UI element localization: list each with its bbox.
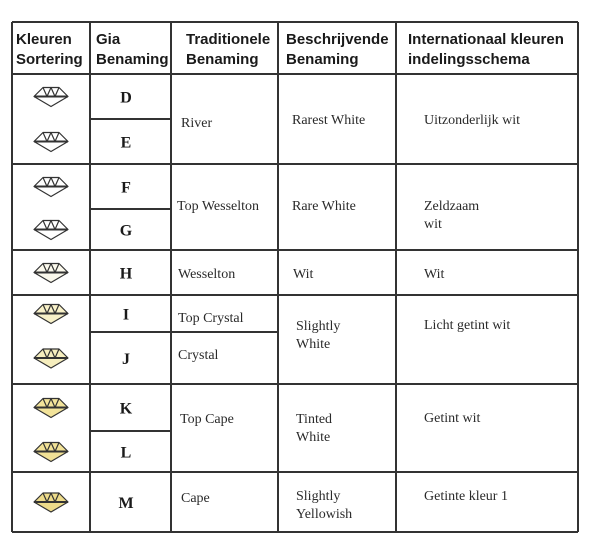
table-header-row — [16, 31, 564, 68]
descriptive-name — [292, 199, 356, 214]
traditional-name: Top Cape — [180, 412, 234, 427]
descriptive-name — [296, 412, 332, 445]
column-header-line: Kleuren — [16, 31, 72, 48]
column-header-line: Traditionele — [186, 31, 271, 48]
traditional-name: Top Wesselton — [177, 199, 260, 214]
column-header-line: Sortering — [16, 51, 83, 68]
descriptive-name-line: Rarest White — [292, 113, 366, 128]
international-scheme-line: wit — [424, 217, 442, 232]
column-header-1 — [16, 31, 83, 68]
descriptive-name-column — [292, 113, 365, 522]
color-sorting-column — [34, 88, 68, 513]
column-header-line: Benaming — [96, 51, 169, 68]
descriptive-name-line: Yellowish — [296, 507, 353, 522]
descriptive-name — [296, 489, 352, 522]
descriptive-name-line: Tinted — [296, 412, 333, 427]
traditional-name: Crystal — [178, 348, 219, 363]
column-header-line: Beschrijvende — [286, 31, 389, 48]
international-scheme-line: Wit — [424, 267, 445, 282]
international-scheme-column — [424, 113, 520, 504]
international-scheme — [424, 199, 479, 232]
traditional-name: Cape — [181, 491, 210, 506]
descriptive-name-line: White — [296, 337, 331, 352]
descriptive-name — [293, 267, 314, 282]
column-header-2 — [96, 31, 169, 68]
diamond-icon — [34, 493, 68, 512]
column-header-4 — [286, 31, 389, 68]
descriptive-name — [292, 113, 365, 128]
traditional-name-column — [177, 116, 259, 506]
traditional-name: River — [181, 116, 213, 131]
diamond-icon — [34, 443, 68, 462]
diamond-icon — [34, 133, 68, 152]
column-header-line: Benaming — [186, 51, 259, 68]
international-scheme — [424, 267, 445, 282]
column-header-3 — [186, 31, 270, 68]
gia-grade: L — [120, 444, 132, 462]
international-scheme-line: Getint wit — [424, 411, 481, 426]
gia-grade: E — [120, 134, 132, 152]
gia-grade: G — [119, 222, 133, 240]
gia-grade: K — [119, 400, 133, 418]
gia-grade: I — [122, 306, 130, 324]
international-scheme-line: Zeldzaam — [424, 199, 480, 214]
diamond-icon — [34, 264, 68, 283]
gia-grade-column — [118, 90, 133, 513]
gia-grade: M — [118, 495, 134, 512]
diamond-icon — [34, 88, 68, 107]
diamond-icon — [34, 305, 68, 324]
descriptive-name-line: Wit — [293, 267, 314, 282]
descriptive-name-line: Slightly — [296, 319, 341, 334]
descriptive-name-line: White — [296, 430, 331, 445]
international-scheme-line: Getinte kleur 1 — [424, 489, 508, 504]
diamond-icon — [34, 178, 68, 197]
international-scheme — [424, 318, 510, 333]
column-header-5 — [408, 31, 564, 68]
international-scheme-line: Licht getint wit — [424, 318, 511, 333]
international-scheme — [424, 489, 508, 504]
international-scheme-line: Uitzonderlijk wit — [424, 113, 521, 128]
column-header-line: Gia — [96, 31, 121, 48]
gia-grade: J — [122, 351, 130, 368]
descriptive-name-line: Rare White — [292, 199, 356, 214]
gia-grade: H — [119, 265, 133, 283]
traditional-name: Wesselton — [178, 267, 236, 282]
diamond-icon — [34, 399, 68, 418]
international-scheme — [424, 411, 480, 426]
descriptive-name — [296, 319, 340, 352]
diamond-icon — [34, 221, 68, 240]
international-scheme — [424, 113, 520, 128]
gia-grade: F — [121, 179, 131, 197]
column-header-line: Internationaal kleuren — [408, 31, 564, 48]
descriptive-name-line: Slightly — [296, 489, 341, 504]
column-header-line: Benaming — [286, 51, 359, 68]
column-header-line: indelingsschema — [408, 51, 530, 68]
traditional-name: Top Crystal — [178, 311, 244, 326]
gia-grade: D — [120, 89, 132, 107]
diamond-icon — [34, 349, 68, 368]
